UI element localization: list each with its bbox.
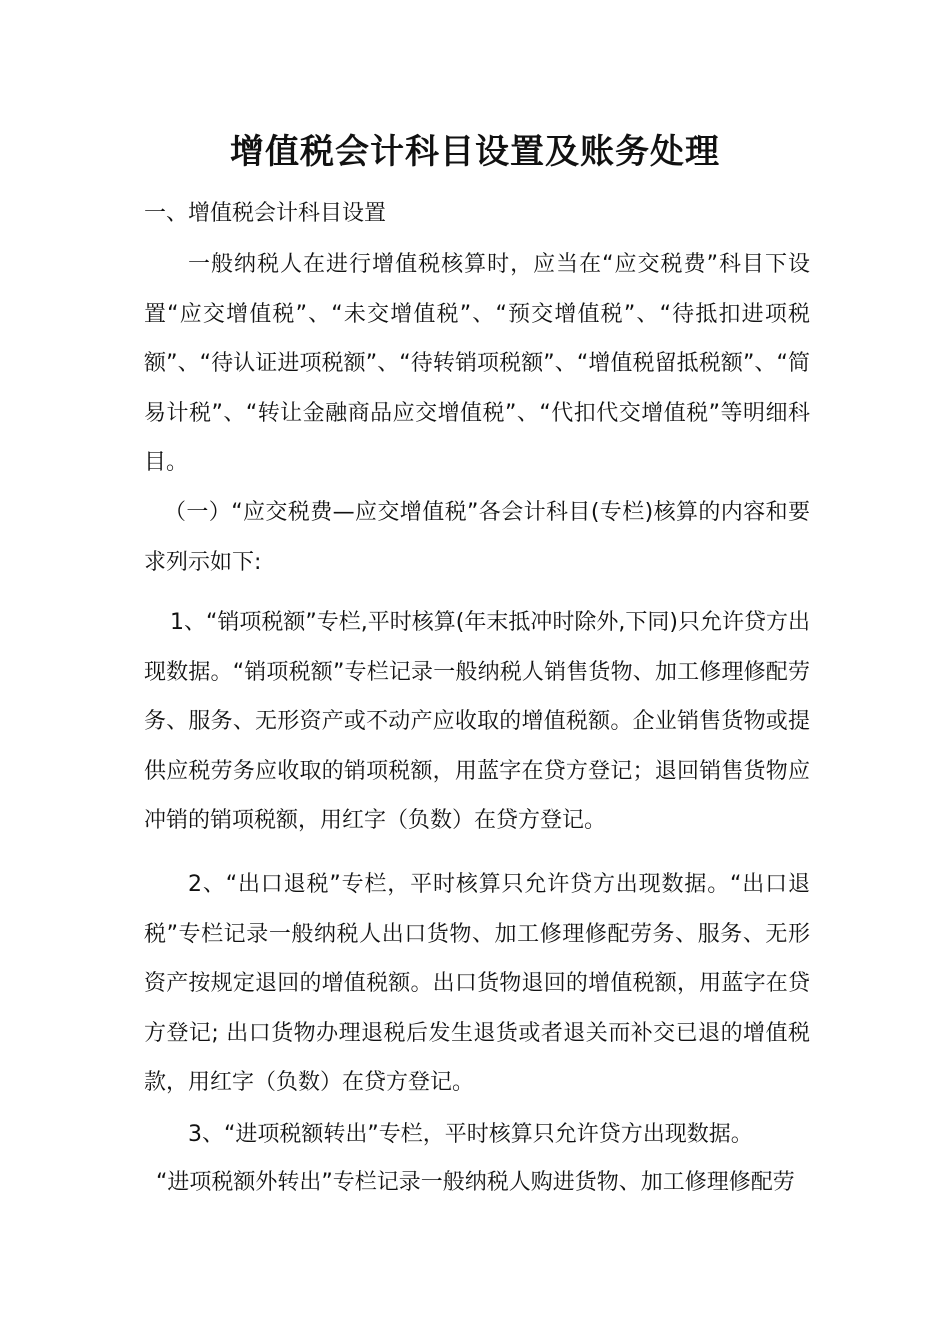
paragraph-input-tax-transfer-cont: “进项税额外转出”专栏记录一般纳税人购进货物、加工修理修配劳 [156, 1170, 795, 1195]
section-heading: 一、增值税会计科目设置 [144, 201, 387, 226]
document-title: 增值税会计科目设置及账务处理 [230, 132, 720, 172]
paragraph-subsection-intro: （一）“应交税费—应交增值税”各会计科目(专栏)核算的内容和要求列示如下: [144, 500, 810, 575]
paragraph-output-tax: 1、“销项税额”专栏,平时核算(年末抵冲时除外,下同)只允许贷方出现数据。“销项税额”专栏记录一般纳税人销售货物、加工修理修配劳务、服务、无形资产或不动产应收取的增值税额。企业销售货物或提供应税劳务应收取的销项税额，用蓝字在贷方登记；退回销售货物应冲销的销项税额，用红字（负数）在贷方登记。 [144, 610, 810, 834]
paragraph-subject-setup: 一般纳税人在进行增值税核算时，应当在“应交税费”科目下设置“应交增值税”、“未交增值税”、“预交增值税”、“待抵扣进项税额”、“待认证进项税额”、“待转销项税额”、“增值税留抵税额”、“简易计税”、“转让金融商品应交增值税”、“代扣代交增值税”等明细科目。 [144, 252, 810, 476]
paragraph-input-tax-transfer: 3、“进项税额转出”专栏，平时核算只允许贷方出现数据。 [188, 1122, 753, 1147]
paragraph-export-refund: 2、“出口退税”专栏，平时核算只允许贷方出现数据。“出口退税”专栏记录一般纳税人出口货物、加工修理修配劳务、服务、无形资产按规定退回的增值税额。出口货物退回的增值税额，用蓝字在贷方登记; 出口货物办理退税后发生退货或者退关而补交已退的增值税款，用红字（负数）在贷方登记。 [144, 872, 810, 1096]
